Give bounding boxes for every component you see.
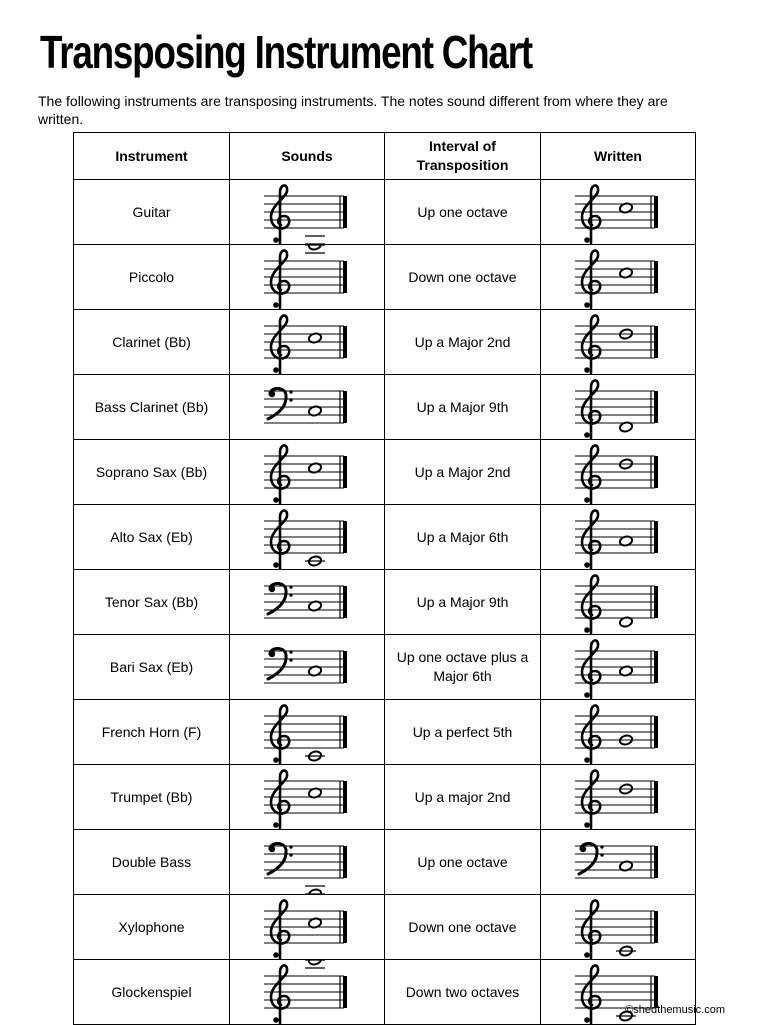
sounds-staff: [262, 765, 352, 829]
table-row: [74, 310, 696, 375]
sounds-cell: [230, 180, 385, 245]
final-barline: [654, 456, 658, 488]
bass-clef-icon: [268, 649, 293, 680]
written-cell: [541, 700, 696, 765]
table-row: [74, 570, 696, 635]
transposition-table: [73, 132, 696, 1025]
header-written: Written: [541, 133, 696, 180]
table-row: [74, 440, 696, 505]
instrument-cell: Alto Sax (Eb): [74, 505, 230, 570]
table-row: [74, 700, 696, 765]
table-row: [74, 765, 696, 830]
treble-clef-icon: [582, 575, 600, 633]
written-staff: [573, 310, 663, 374]
sounds-staff: [262, 440, 352, 504]
sounds-cell: [230, 830, 385, 895]
treble-clef-icon: [582, 770, 600, 828]
final-barline: [343, 976, 347, 1008]
table-row: [74, 245, 696, 310]
final-barline: [343, 196, 347, 228]
written-staff: [573, 765, 663, 829]
instrument-cell: Bass Clarinet (Bb): [74, 375, 230, 440]
whole-note-icon: [308, 245, 322, 251]
instrument-cell: Bari Sax (Eb): [74, 635, 230, 700]
table-body: [74, 180, 696, 1025]
sounds-staff: [262, 830, 352, 894]
interval-cell: Up one octave: [385, 830, 541, 895]
table-row: [74, 635, 696, 700]
final-barline: [343, 651, 347, 683]
treble-clef-icon: [582, 250, 600, 308]
written-staff: [573, 570, 663, 634]
interval-cell: Up a Major 9th: [385, 375, 541, 440]
treble-clef-icon: [582, 510, 600, 568]
final-barline: [343, 391, 347, 423]
bass-clef-icon: [268, 844, 293, 875]
instrument-cell: Clarinet (Bb): [74, 310, 230, 375]
written-cell: [541, 830, 696, 895]
final-barline: [654, 911, 658, 943]
sounds-staff: [262, 245, 352, 309]
written-cell: [541, 765, 696, 830]
written-staff: [573, 895, 663, 959]
sounds-staff: [262, 635, 352, 699]
written-staff: [573, 700, 663, 764]
instrument-cell: Double Bass: [74, 830, 230, 895]
bass-clef-icon: [268, 389, 293, 420]
instrument-cell: Xylophone: [74, 895, 230, 960]
written-staff: [573, 375, 663, 439]
final-barline: [343, 716, 347, 748]
instrument-cell: French Horn (F): [74, 700, 230, 765]
final-barline: [654, 196, 658, 228]
sounds-staff: [262, 700, 352, 764]
interval-cell: Up a perfect 5th: [385, 700, 541, 765]
interval-cell: Up a Major 9th: [385, 570, 541, 635]
written-cell: [541, 570, 696, 635]
table-row: [74, 830, 696, 895]
written-cell: [541, 245, 696, 310]
final-barline: [343, 846, 347, 878]
written-staff: [573, 245, 663, 309]
final-barline: [654, 261, 658, 293]
interval-cell: Up a major 2nd: [385, 765, 541, 830]
written-staff: [573, 180, 663, 244]
sounds-staff: [262, 375, 352, 439]
sounds-cell: [230, 310, 385, 375]
instrument-cell: Tenor Sax (Bb): [74, 570, 230, 635]
final-barline: [343, 521, 347, 553]
interval-cell: Down two octaves: [385, 960, 541, 1025]
treble-clef-icon: [271, 965, 289, 1023]
sounds-cell: [230, 635, 385, 700]
written-cell: [541, 375, 696, 440]
written-cell: [541, 180, 696, 245]
treble-clef-icon: [271, 705, 289, 763]
treble-clef-icon: [582, 705, 600, 763]
interval-cell: Down one octave: [385, 895, 541, 960]
copyright-footer: ©shedthemusic.com: [625, 1004, 725, 1016]
written-staff: [573, 440, 663, 504]
header-instrument: Instrument: [74, 133, 230, 180]
final-barline: [343, 456, 347, 488]
treble-clef-icon: [271, 315, 289, 373]
instrument-cell: Piccolo: [74, 245, 230, 310]
final-barline: [343, 586, 347, 618]
instrument-cell: Soprano Sax (Bb): [74, 440, 230, 505]
written-cell: [541, 310, 696, 375]
sounds-staff: [262, 505, 352, 569]
sounds-cell: [230, 505, 385, 570]
sounds-cell: [230, 245, 385, 310]
intro-text: The following instruments are transposing instruments. The notes sound different from where they are written.: [38, 93, 668, 127]
sounds-staff: [262, 960, 352, 1024]
table-row: [74, 505, 696, 570]
bass-clef-icon: [579, 844, 604, 875]
final-barline: [343, 781, 347, 813]
sounds-cell: [230, 700, 385, 765]
treble-clef-icon: [271, 445, 289, 503]
interval-cell: Up a Major 6th: [385, 505, 541, 570]
sounds-cell: [230, 375, 385, 440]
written-staff: [573, 635, 663, 699]
sounds-staff: [262, 180, 352, 244]
interval-cell: Up a Major 2nd: [385, 440, 541, 505]
table-header-row: [74, 133, 696, 180]
sounds-staff: [262, 895, 352, 959]
written-cell: [541, 635, 696, 700]
written-staff: [573, 830, 663, 894]
page-title: Transposing Instrument Chart: [40, 26, 532, 78]
interval-cell: Down one octave: [385, 245, 541, 310]
final-barline: [654, 846, 658, 878]
final-barline: [654, 651, 658, 683]
final-barline: [654, 781, 658, 813]
treble-clef-icon: [582, 445, 600, 503]
final-barline: [343, 326, 347, 358]
table-row: [74, 960, 696, 1025]
table-row: [74, 375, 696, 440]
sounds-cell: [230, 765, 385, 830]
sounds-cell: [230, 570, 385, 635]
final-barline: [654, 586, 658, 618]
treble-clef-icon: [582, 185, 600, 243]
whole-note-icon: [308, 960, 322, 966]
interval-cell: Up one octave: [385, 180, 541, 245]
header-sounds: Sounds: [230, 133, 385, 180]
written-cell: [541, 895, 696, 960]
sounds-cell: [230, 440, 385, 505]
interval-cell: Up one octave plus a Major 6th: [385, 635, 541, 700]
treble-clef-icon: [582, 640, 600, 698]
treble-clef-icon: [582, 380, 600, 438]
instrument-cell: Glockenspiel: [74, 960, 230, 1025]
sounds-staff: [262, 570, 352, 634]
header-interval: Interval of Transposition: [385, 133, 541, 180]
final-barline: [654, 326, 658, 358]
treble-clef-icon: [271, 770, 289, 828]
treble-clef-icon: [582, 965, 600, 1023]
bass-clef-icon: [268, 584, 293, 615]
whole-note-icon: [308, 888, 322, 894]
treble-clef-icon: [271, 185, 289, 243]
instrument-cell: Guitar: [74, 180, 230, 245]
final-barline: [654, 716, 658, 748]
treble-clef-icon: [582, 900, 600, 958]
treble-clef-icon: [582, 315, 600, 373]
table-row: [74, 180, 696, 245]
final-barline: [343, 911, 347, 943]
table-row: [74, 895, 696, 960]
written-cell: [541, 440, 696, 505]
instrument-cell: Trumpet (Bb): [74, 765, 230, 830]
treble-clef-icon: [271, 250, 289, 308]
final-barline: [654, 391, 658, 423]
written-cell: [541, 505, 696, 570]
interval-cell: Up a Major 2nd: [385, 310, 541, 375]
written-staff: [573, 505, 663, 569]
final-barline: [654, 521, 658, 553]
sounds-staff: [262, 310, 352, 374]
treble-clef-icon: [271, 900, 289, 958]
sounds-cell: [230, 960, 385, 1025]
sounds-cell: [230, 895, 385, 960]
treble-clef-icon: [271, 510, 289, 568]
final-barline: [343, 261, 347, 293]
